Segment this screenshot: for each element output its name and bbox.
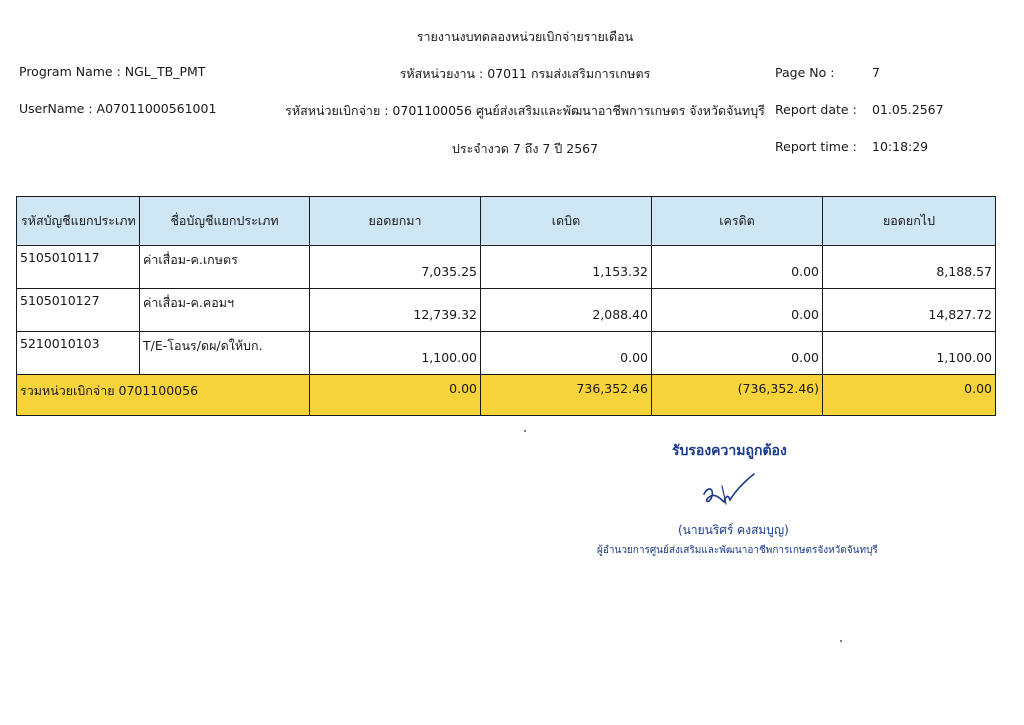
account-code: 5105010127 (17, 289, 140, 332)
total-label: รวมหน่วยเบิกจ่าย 0701100056 (17, 375, 310, 416)
report-date-label: Report date : (775, 102, 857, 117)
col-header-debit: เดบิต (481, 197, 652, 246)
table-row (17, 289, 996, 332)
credit: 0.00 (652, 289, 823, 332)
page-no-label: Page No : (775, 65, 835, 80)
scan-speck (840, 640, 842, 642)
col-header-closing-balance: ยอดยกไป (823, 197, 996, 246)
scan-speck (524, 430, 526, 432)
closing-balance: 14,827.72 (823, 289, 996, 332)
agency-line: รหัสหน่วยงาน : 07011 กรมส่งเสริมการเกษตร (399, 66, 651, 81)
debit: 2,088.40 (481, 289, 652, 332)
signature (700, 472, 760, 512)
user-name: UserName : A07011000561001 (19, 101, 217, 116)
table-header-row (17, 197, 996, 246)
report-time-value: 10:18:29 (872, 139, 929, 154)
table-row (17, 332, 996, 375)
account-name: ค่าเสื่อม-ค.คอมฯ (140, 289, 310, 332)
account-name: T/E-โอนร/ดผ/ดให้บก. (140, 332, 310, 375)
signatory-name: (นายนริศร์ คงสมบูญ) (678, 523, 789, 537)
report-title: รายงานงบทดลองหน่วยเบิกจ่ายรายเดือน (416, 29, 634, 44)
col-header-account-code: รหัสบัญชีแยกประเภท (17, 197, 140, 246)
total-debit: 736,352.46 (481, 375, 652, 416)
credit: 0.00 (652, 246, 823, 289)
report-time-label: Report time : (775, 139, 857, 154)
program-name: Program Name : NGL_TB_PMT (19, 64, 206, 79)
total-closing-balance: 0.00 (823, 375, 996, 416)
debit: 1,153.32 (481, 246, 652, 289)
total-row (17, 375, 996, 416)
period-line: ประจำงวด 7 ถึง 7 ปี 2567 (451, 141, 599, 156)
certification-heading: รับรองความถูกต้อง (672, 443, 787, 459)
total-credit: (736,352.46) (652, 375, 823, 416)
closing-balance: 8,188.57 (823, 246, 996, 289)
disbursing-unit-line: รหัสหน่วยเบิกจ่าย : 0701100056 ศูนย์ส่งเสริมและพัฒนาอาชีพการเกษตร จังหวัดจันทบุรี (285, 103, 765, 118)
debit: 0.00 (481, 332, 652, 375)
col-header-opening-balance: ยอดยกมา (310, 197, 481, 246)
report-date-value: 01.05.2567 (872, 102, 944, 117)
credit: 0.00 (652, 332, 823, 375)
opening-balance: 7,035.25 (310, 246, 481, 289)
opening-balance: 12,739.32 (310, 289, 481, 332)
trial-balance-table (16, 196, 996, 416)
col-header-account-name: ชื่อบัญชีแยกประเภท (140, 197, 310, 246)
account-code: 5210010103 (17, 332, 140, 375)
col-header-credit: เครดิต (652, 197, 823, 246)
account-code: 5105010117 (17, 246, 140, 289)
closing-balance: 1,100.00 (823, 332, 996, 375)
page-no-value: 7 (872, 65, 880, 80)
account-name: ค่าเสื่อม-ค.เกษตร (140, 246, 310, 289)
total-opening-balance: 0.00 (310, 375, 481, 416)
opening-balance: 1,100.00 (310, 332, 481, 375)
signatory-position: ผู้อำนวยการศูนย์ส่งเสริมและพัฒนาอาชีพการเกษตรจังหวัดจันทบุรี (597, 545, 878, 556)
table-row (17, 246, 996, 289)
